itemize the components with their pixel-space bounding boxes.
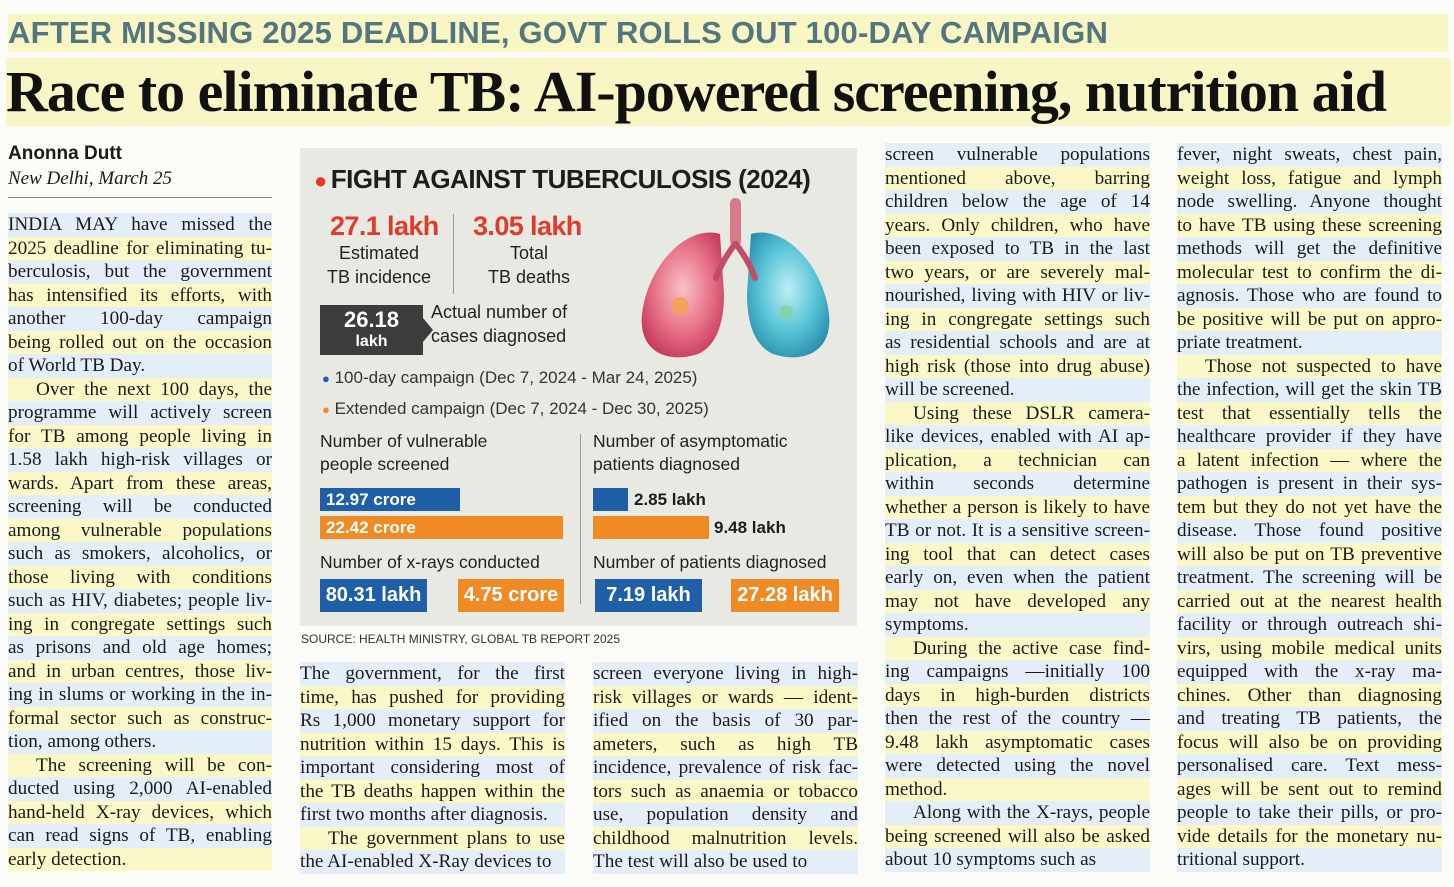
legend-extended-dot-icon: ● [322, 402, 330, 417]
article-line: and treating TB patients, the [1177, 708, 1442, 729]
bar-vulnerable-extended-label: 22.42 crore [326, 518, 416, 537]
article-line: early on, even when the patient [885, 567, 1150, 588]
headline: Race to eliminate TB: AI-powered screening, nutrition aid [6, 58, 1451, 126]
article-line: as prisons and old age homes; [8, 637, 272, 658]
article-line: vide details for the monetary nu- [1177, 825, 1442, 847]
stat-incidence-value: 27.1 lakh [330, 211, 439, 241]
diagnosed-badge [320, 305, 423, 355]
article-line: will also be put on TB preventive [1177, 543, 1442, 565]
article-line: carried out at the nearest health [1177, 590, 1442, 612]
article-line: methods will get the definitive [1177, 238, 1442, 259]
diagnosed-100day-badge: 7.19 lakh [595, 579, 702, 612]
section-divider [580, 434, 581, 604]
xray-extended-badge: 4.75 crore [458, 579, 564, 612]
article-line: wards. Apart from these areas, [8, 472, 272, 494]
legend-extended [322, 399, 709, 419]
article-line: The government plans to use [300, 827, 565, 851]
article-line: among vulnerable populations [8, 519, 272, 541]
vulnerable-label-line1: Number of vulnerable [320, 431, 488, 451]
diagnosed-label-line1: Actual number of [431, 302, 568, 322]
article-line: nutrition within 15 days. This is [300, 733, 565, 755]
article-line: of World TB Day. [8, 354, 272, 378]
article-line: children below the age of 14 [885, 191, 1150, 212]
infographic-title [314, 164, 810, 195]
article-line: Rs 1,000 monetary support for [300, 710, 565, 731]
stat-incidence-label [314, 241, 444, 289]
article-line: days in high-burden districts [885, 684, 1150, 706]
article-line: another 100-day campaign [8, 308, 272, 329]
article-column-5 [1177, 143, 1442, 872]
infographic-source: SOURCE: HEALTH MINISTRY, GLOBAL TB REPORT 2025 [301, 632, 620, 646]
article-line: has intensified its efforts, with [8, 284, 272, 306]
article-column-4 [885, 143, 1150, 872]
diagnosed-badge-value: 26.18 [343, 307, 400, 332]
vulnerable-label [320, 430, 487, 476]
article-line: for TB among people living in [8, 425, 272, 447]
article-line: disease. Those found positive [1177, 520, 1442, 541]
article-line: tion, among others. [8, 730, 272, 754]
stat-deaths-label-line2: TB deaths [487, 267, 571, 287]
article-column-1 [8, 213, 272, 871]
byline-divider [8, 197, 272, 198]
article-line: The test will also be used to [593, 850, 858, 874]
diagnosed-label [431, 300, 567, 348]
bar-asymptomatic-extended-label: 9.48 lakh [714, 518, 786, 537]
article-line: plication, a technician can [885, 449, 1150, 471]
article-line: TB or not. It is a sensitive screen- [885, 520, 1150, 541]
article-line: whether a person is likely to have [885, 496, 1150, 518]
xray-label: Number of x-rays conducted [320, 552, 540, 572]
bar-asymptomatic-100day-label: 2.85 lakh [634, 490, 706, 509]
diagnosed-badge-unit: lakh [355, 333, 388, 350]
article-line: will be screened. [885, 378, 1150, 402]
article-line: incidence, prevalence of risk fac- [593, 757, 858, 778]
legend-100day [322, 368, 697, 388]
article-line: priate treatment. [1177, 331, 1442, 355]
infographic [300, 148, 857, 626]
article-line: fever, night sweats, chest pain, [1177, 144, 1442, 165]
article-line: agnosis. Those who are found to [1177, 285, 1442, 306]
article-line: the AI-enabled X-Ray devices to [300, 850, 565, 874]
article-line: mentioned above, barring [885, 167, 1150, 189]
article-line: personalised care. Text mess- [1177, 755, 1442, 776]
article-line: ing campaigns —initially 100 [885, 661, 1150, 682]
legend-100day-dot-icon: ● [322, 371, 330, 386]
article-line: ing in slums or working in the in- [8, 684, 272, 705]
article-line: treatment. The screening will be [1177, 567, 1442, 588]
article-line: virs, using mobile medical units [1177, 637, 1442, 659]
diagnosed-label-line2: cases diagnosed [431, 326, 567, 346]
kicker: AFTER MISSING 2025 DEADLINE, GOVT ROLLS OUT 100-DAY CAMPAIGN [8, 14, 1448, 52]
patients-diagnosed-label: Number of patients diagnosed [593, 552, 827, 572]
article-line: the TB deaths happen within the [300, 780, 565, 802]
article-line: pathogen is present in their sys- [1177, 473, 1442, 494]
article-line: Along with the X-rays, people [885, 801, 1150, 825]
article-line: then the rest of the country — [885, 708, 1150, 729]
article-line: ages will be sent out to remind [1177, 778, 1442, 800]
article-line: a latent infection — where the [1177, 449, 1442, 471]
article-line: high risk (those into drug abuse) [885, 355, 1150, 377]
stat-incidence-label-line2: TB incidence [326, 267, 432, 287]
article-line: people to take their pills, or pro- [1177, 802, 1442, 823]
stat-deaths-label [463, 241, 595, 289]
article-line: screening will be conducted [8, 496, 272, 517]
vulnerable-label-line2: people screened [320, 454, 450, 474]
article-line: time, has pushed for providing [300, 686, 565, 708]
article-line: ameters, such as high TB [593, 733, 858, 755]
article-line: about 10 symptoms such as [885, 848, 1150, 872]
article-line: method. [885, 778, 1150, 802]
article-line: 9.48 lakh asymptomatic cases [885, 731, 1150, 753]
bar-vulnerable-100day-label: 12.97 crore [326, 490, 416, 509]
article-line: chines. Other than diagnosing [1177, 684, 1442, 706]
article-line: ified on the basis of 30 par- [593, 710, 858, 731]
article-line: INDIA MAY have missed the [8, 214, 272, 235]
stat-incidence-label-line1: Estimated [338, 243, 420, 263]
article-line: such as smokers, alcoholics, or [8, 543, 272, 564]
article-line: two years, or are severely mal- [885, 261, 1150, 283]
article-line: screen vulnerable populations [885, 144, 1150, 165]
article-line: symptoms. [885, 613, 1150, 637]
article-line: hand-held X-ray devices, which [8, 801, 272, 823]
bullet-icon: ● [314, 168, 327, 193]
article-line: being screened will also be asked [885, 825, 1150, 847]
article-line: ing tool that can detect cases [885, 543, 1150, 565]
stat-divider [453, 214, 454, 294]
article-line: risk villages or wards — ident- [593, 686, 858, 708]
article-line: early detection. [8, 848, 272, 872]
article-line: such as HIV, diabetes; people liv- [8, 590, 272, 611]
byline-author: Anonna Dutt [8, 143, 122, 164]
article-line: equipped with the x-ray ma- [1177, 661, 1442, 682]
article-line: be positive will be put on appro- [1177, 308, 1442, 330]
article-column-3 [593, 662, 858, 874]
article-line: tem but they do not yet have the [1177, 496, 1442, 518]
article-line: ducted using 2,000 AI-enabled [8, 778, 272, 799]
article-line: node swelling. Anyone thought [1177, 191, 1442, 212]
article-line: those living with conditions [8, 566, 272, 588]
bar-asymptomatic-extended [593, 516, 709, 539]
article-line: and in urban centres, those liv- [8, 660, 272, 682]
legend-100day-text: 100-day campaign (Dec 7, 2024 - Mar 24, 2025) [334, 368, 698, 387]
article-column-2 [300, 662, 565, 874]
article-line: childhood malnutrition levels. [593, 827, 858, 849]
article-line: focus will also be on providing [1177, 731, 1442, 753]
article-line: being rolled out on the occasion [8, 331, 272, 353]
article-line: were detected using the novel [885, 755, 1150, 776]
article-line: berculosis, but the government [8, 261, 272, 282]
article-line: use, population density and [593, 804, 858, 825]
article-line: healthcare provider if they have [1177, 426, 1442, 447]
article-line: like devices, enabled with AI ap- [885, 426, 1150, 447]
article-line: to have TB using these screening [1177, 214, 1442, 236]
article-line: nourished, living with HIV or liv- [885, 285, 1150, 306]
stat-deaths-value: 3.05 lakh [473, 211, 582, 241]
article-line: important considering most of [300, 757, 565, 778]
article-line: formal sector such as construc- [8, 707, 272, 729]
article-line: ing in congregate settings such [885, 308, 1150, 330]
article-line: Using these DSLR camera- [885, 402, 1150, 426]
article-line: During the active case find- [885, 637, 1150, 661]
article-line: weight loss, fatigue and lymph [1177, 167, 1442, 189]
byline-dateline: New Delhi, March 25 [8, 168, 172, 189]
article-line: The government, for the first [300, 663, 565, 684]
article-line: tritional support. [1177, 848, 1442, 872]
article-line: within seconds determine [885, 473, 1150, 494]
article-line: Over the next 100 days, the [8, 378, 272, 402]
bar-vulnerable-100day [320, 488, 460, 511]
article-line: tors such as anaemia or tobacco [593, 780, 858, 802]
asymptomatic-label [593, 430, 788, 476]
article-line: ing in congregate settings such [8, 613, 272, 635]
article-line: molecular test to confirm the di- [1177, 261, 1442, 283]
article-line: The screening will be con- [8, 754, 272, 778]
stat-deaths-label-line1: Total [509, 243, 549, 263]
article-line: test that essentially tells the [1177, 402, 1442, 424]
article-line: as residential schools and are at [885, 332, 1150, 353]
bar-asymptomatic-100day [593, 488, 628, 511]
article-line: 1.58 lakh high-risk villages or [8, 449, 272, 470]
article-line: Those not suspected to have [1177, 355, 1442, 379]
legend-extended-text: Extended campaign (Dec 7, 2024 - Dec 30, 2025) [334, 399, 709, 418]
diagnosed-extended-badge: 27.28 lakh [731, 579, 839, 612]
asymptomatic-label-line2: patients diagnosed [593, 454, 740, 474]
article-line: first two months after diagnosis. [300, 803, 565, 827]
infographic-title-text: FIGHT AGAINST TUBERCULOSIS (2024) [330, 164, 811, 194]
article-line: 2025 deadline for eliminating tu- [8, 237, 272, 259]
article-line: years. Only children, who have [885, 214, 1150, 236]
asymptomatic-label-line1: Number of asymptomatic [593, 431, 788, 451]
article-line: programme will actively screen [8, 402, 272, 423]
article-line: may not have developed any [885, 590, 1150, 612]
xray-100day-badge: 80.31 lakh [320, 579, 427, 612]
article-line: been exposed to TB in the last [885, 238, 1150, 259]
lungs-icon [628, 194, 843, 369]
article-line: the infection, will get the skin TB [1177, 379, 1442, 400]
article-line: facility or through outreach shi- [1177, 614, 1442, 635]
article-line: can read signs of TB, enabling [8, 825, 272, 846]
article-line: screen everyone living in high- [593, 663, 858, 684]
bar-vulnerable-extended [320, 516, 563, 539]
